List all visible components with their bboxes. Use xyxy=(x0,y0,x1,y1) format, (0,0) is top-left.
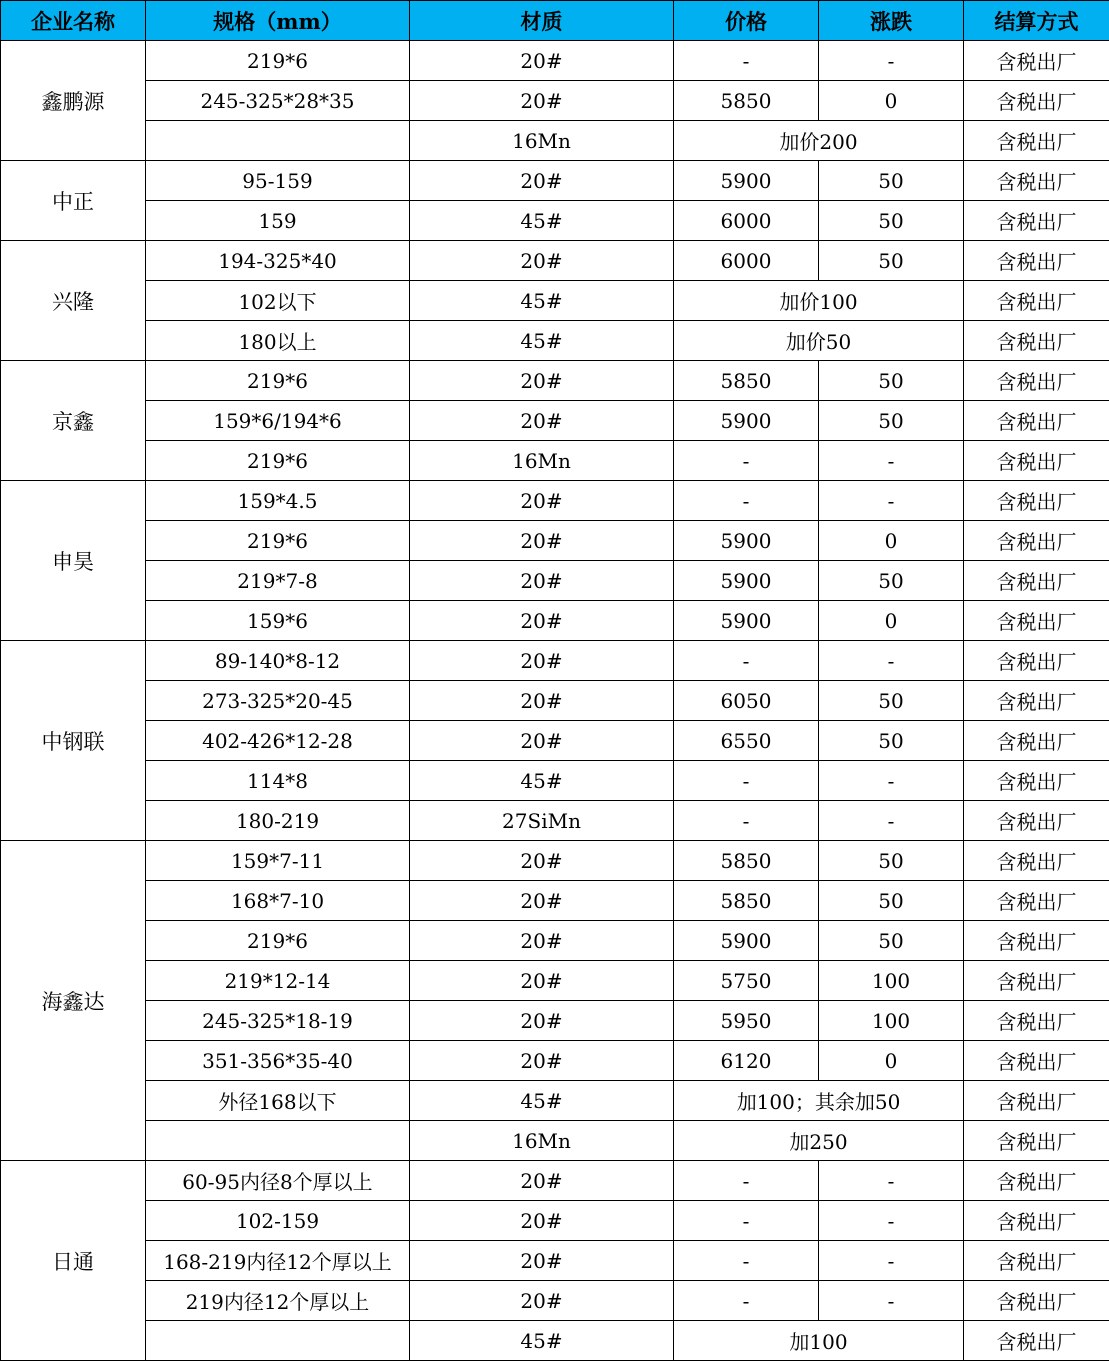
spec-cell: 168*7-10 xyxy=(146,881,410,921)
settlement-cell: 含税出厂 xyxy=(964,921,1109,961)
price-cell: 5950 xyxy=(674,1001,819,1041)
settlement-cell: 含税出厂 xyxy=(964,401,1109,441)
price-note-cell: 加价100 xyxy=(674,281,964,321)
material-cell: 20# xyxy=(410,721,674,761)
material-cell: 20# xyxy=(410,1201,674,1241)
spec-cell: 168-219内径12个厚以上 xyxy=(146,1241,410,1281)
price-cell: 6000 xyxy=(674,201,819,241)
change-cell: - xyxy=(819,801,964,841)
spec-cell xyxy=(146,1321,410,1361)
company-name-cell: 中正 xyxy=(1,161,146,241)
settlement-cell: 含税出厂 xyxy=(964,81,1109,121)
spec-cell: 114*8 xyxy=(146,761,410,801)
table-row xyxy=(1,481,1109,521)
table-row xyxy=(1,561,1109,601)
company-name-cell: 海鑫达 xyxy=(1,841,146,1161)
price-cell: 5750 xyxy=(674,961,819,1001)
table-row xyxy=(1,921,1109,961)
material-cell: 45# xyxy=(410,201,674,241)
spec-cell: 219*6 xyxy=(146,441,410,481)
settlement-cell: 含税出厂 xyxy=(964,201,1109,241)
price-cell: 5900 xyxy=(674,561,819,601)
change-cell: 50 xyxy=(819,721,964,761)
settlement-cell: 含税出厂 xyxy=(964,441,1109,481)
spec-cell: 219*7-8 xyxy=(146,561,410,601)
settlement-cell: 含税出厂 xyxy=(964,1281,1109,1321)
material-cell: 20# xyxy=(410,1161,674,1201)
material-cell: 20# xyxy=(410,81,674,121)
table-row xyxy=(1,1201,1109,1241)
settlement-cell: 含税出厂 xyxy=(964,521,1109,561)
price-cell: - xyxy=(674,801,819,841)
spec-cell: 159*7-11 xyxy=(146,841,410,881)
price-cell: 5900 xyxy=(674,161,819,201)
material-cell: 20# xyxy=(410,1001,674,1041)
table-row xyxy=(1,881,1109,921)
price-cell: 5850 xyxy=(674,81,819,121)
spec-cell: 102以下 xyxy=(146,281,410,321)
header-price: 价格 xyxy=(674,1,819,41)
material-cell: 20# xyxy=(410,1241,674,1281)
table-row xyxy=(1,1321,1109,1361)
material-cell: 20# xyxy=(410,601,674,641)
header-material: 材质 xyxy=(410,1,674,41)
price-cell: - xyxy=(674,41,819,81)
spec-cell: 89-140*8-12 xyxy=(146,641,410,681)
change-cell: - xyxy=(819,641,964,681)
company-name-cell: 中钢联 xyxy=(1,641,146,841)
material-cell: 45# xyxy=(410,1321,674,1361)
settlement-cell: 含税出厂 xyxy=(964,1041,1109,1081)
spec-cell: 245-325*18-19 xyxy=(146,1001,410,1041)
company-name-cell: 申昊 xyxy=(1,481,146,641)
change-cell: 50 xyxy=(819,921,964,961)
table-row xyxy=(1,441,1109,481)
price-cell: 6000 xyxy=(674,241,819,281)
change-cell: 100 xyxy=(819,1001,964,1041)
material-cell: 20# xyxy=(410,401,674,441)
price-cell: - xyxy=(674,481,819,521)
settlement-cell: 含税出厂 xyxy=(964,681,1109,721)
change-cell: - xyxy=(819,441,964,481)
price-cell: 5900 xyxy=(674,601,819,641)
settlement-cell: 含税出厂 xyxy=(964,481,1109,521)
company-name-cell: 兴隆 xyxy=(1,241,146,361)
price-note-cell: 加100 xyxy=(674,1321,964,1361)
table-row xyxy=(1,81,1109,121)
price-cell: 5850 xyxy=(674,881,819,921)
settlement-cell: 含税出厂 xyxy=(964,161,1109,201)
price-cell: - xyxy=(674,1161,819,1201)
price-cell: - xyxy=(674,641,819,681)
settlement-cell: 含税出厂 xyxy=(964,241,1109,281)
material-cell: 20# xyxy=(410,241,674,281)
price-note-cell: 加100；其余加50 xyxy=(674,1081,964,1121)
table-row xyxy=(1,1001,1109,1041)
change-cell: 50 xyxy=(819,161,964,201)
change-cell: - xyxy=(819,1281,964,1321)
price-cell: 5900 xyxy=(674,401,819,441)
table-row xyxy=(1,161,1109,201)
table-row xyxy=(1,1281,1109,1321)
spec-cell: 外径168以下 xyxy=(146,1081,410,1121)
material-cell: 20# xyxy=(410,641,674,681)
change-cell: 50 xyxy=(819,401,964,441)
spec-cell: 219*6 xyxy=(146,521,410,561)
change-cell: 0 xyxy=(819,601,964,641)
spec-cell: 60-95内径8个厚以上 xyxy=(146,1161,410,1201)
spec-cell: 219*6 xyxy=(146,361,410,401)
settlement-cell: 含税出厂 xyxy=(964,1001,1109,1041)
spec-cell: 95-159 xyxy=(146,161,410,201)
price-cell: - xyxy=(674,1241,819,1281)
spec-cell: 102-159 xyxy=(146,1201,410,1241)
spec-cell: 180-219 xyxy=(146,801,410,841)
change-cell: 0 xyxy=(819,1041,964,1081)
settlement-cell: 含税出厂 xyxy=(964,721,1109,761)
price-note-cell: 加250 xyxy=(674,1121,964,1161)
settlement-cell: 含税出厂 xyxy=(964,961,1109,1001)
change-cell: - xyxy=(819,1241,964,1281)
spec-cell: 219内径12个厚以上 xyxy=(146,1281,410,1321)
settlement-cell: 含税出厂 xyxy=(964,641,1109,681)
change-cell: - xyxy=(819,1161,964,1201)
table-row xyxy=(1,801,1109,841)
header-change: 涨跌 xyxy=(819,1,964,41)
change-cell: - xyxy=(819,1201,964,1241)
table-row xyxy=(1,241,1109,281)
material-cell: 20# xyxy=(410,41,674,81)
material-cell: 20# xyxy=(410,681,674,721)
price-cell: 5900 xyxy=(674,521,819,561)
header-spec: 规格（mm） xyxy=(146,1,410,41)
table-row xyxy=(1,41,1109,81)
spec-cell: 219*6 xyxy=(146,41,410,81)
table-row xyxy=(1,841,1109,881)
table-row xyxy=(1,721,1109,761)
settlement-cell: 含税出厂 xyxy=(964,1121,1109,1161)
settlement-cell: 含税出厂 xyxy=(964,321,1109,361)
material-cell: 16Mn xyxy=(410,1121,674,1161)
price-cell: - xyxy=(674,1281,819,1321)
table-body xyxy=(1,41,1109,1361)
price-cell: - xyxy=(674,1201,819,1241)
spec-cell xyxy=(146,121,410,161)
material-cell: 27SiMn xyxy=(410,801,674,841)
table-row xyxy=(1,641,1109,681)
settlement-cell: 含税出厂 xyxy=(964,41,1109,81)
header-company: 企业名称 xyxy=(1,1,146,41)
spec-cell: 159*4.5 xyxy=(146,481,410,521)
change-cell: 50 xyxy=(819,881,964,921)
spec-cell: 219*6 xyxy=(146,921,410,961)
settlement-cell: 含税出厂 xyxy=(964,1201,1109,1241)
price-cell: 6550 xyxy=(674,721,819,761)
spec-cell: 180以上 xyxy=(146,321,410,361)
change-cell: 50 xyxy=(819,361,964,401)
table-row xyxy=(1,681,1109,721)
settlement-cell: 含税出厂 xyxy=(964,801,1109,841)
table-row xyxy=(1,1241,1109,1281)
settlement-cell: 含税出厂 xyxy=(964,1321,1109,1361)
table-header xyxy=(1,1,1109,41)
material-cell: 45# xyxy=(410,281,674,321)
spec-cell: 159*6 xyxy=(146,601,410,641)
table-row xyxy=(1,361,1109,401)
settlement-cell: 含税出厂 xyxy=(964,281,1109,321)
table-row xyxy=(1,521,1109,561)
settlement-cell: 含税出厂 xyxy=(964,761,1109,801)
company-name-cell: 京鑫 xyxy=(1,361,146,481)
settlement-cell: 含税出厂 xyxy=(964,121,1109,161)
material-cell: 20# xyxy=(410,881,674,921)
spec-cell: 273-325*20-45 xyxy=(146,681,410,721)
change-cell: 50 xyxy=(819,841,964,881)
table-row xyxy=(1,1161,1109,1201)
material-cell: 20# xyxy=(410,361,674,401)
spec-cell: 159*6/194*6 xyxy=(146,401,410,441)
material-cell: 45# xyxy=(410,321,674,361)
table-row xyxy=(1,1041,1109,1081)
table-row xyxy=(1,281,1109,321)
price-note-cell: 加价50 xyxy=(674,321,964,361)
table-row xyxy=(1,321,1109,361)
price-cell: - xyxy=(674,761,819,801)
table-row xyxy=(1,761,1109,801)
material-cell: 20# xyxy=(410,561,674,601)
spec-cell: 351-356*35-40 xyxy=(146,1041,410,1081)
header-settlement: 结算方式 xyxy=(964,1,1109,41)
change-cell: 0 xyxy=(819,81,964,121)
price-cell: 5850 xyxy=(674,841,819,881)
table-row xyxy=(1,121,1109,161)
material-cell: 16Mn xyxy=(410,121,674,161)
spec-cell: 402-426*12-28 xyxy=(146,721,410,761)
settlement-cell: 含税出厂 xyxy=(964,561,1109,601)
price-cell: - xyxy=(674,441,819,481)
material-cell: 20# xyxy=(410,921,674,961)
spec-cell: 245-325*28*35 xyxy=(146,81,410,121)
material-cell: 20# xyxy=(410,1041,674,1081)
price-note-cell: 加价200 xyxy=(674,121,964,161)
material-cell: 20# xyxy=(410,961,674,1001)
material-cell: 20# xyxy=(410,481,674,521)
material-cell: 45# xyxy=(410,1081,674,1121)
spec-cell: 159 xyxy=(146,201,410,241)
table-row xyxy=(1,601,1109,641)
price-cell: 6120 xyxy=(674,1041,819,1081)
spec-cell: 219*12-14 xyxy=(146,961,410,1001)
change-cell: 50 xyxy=(819,201,964,241)
settlement-cell: 含税出厂 xyxy=(964,1081,1109,1121)
spec-cell xyxy=(146,1121,410,1161)
change-cell: 50 xyxy=(819,681,964,721)
change-cell: 0 xyxy=(819,521,964,561)
table-row xyxy=(1,1121,1109,1161)
change-cell: 50 xyxy=(819,561,964,601)
price-cell: 6050 xyxy=(674,681,819,721)
settlement-cell: 含税出厂 xyxy=(964,601,1109,641)
spec-cell: 194-325*40 xyxy=(146,241,410,281)
material-cell: 16Mn xyxy=(410,441,674,481)
table-row xyxy=(1,201,1109,241)
company-name-cell: 日通 xyxy=(1,1161,146,1361)
settlement-cell: 含税出厂 xyxy=(964,1161,1109,1201)
settlement-cell: 含税出厂 xyxy=(964,841,1109,881)
change-cell: 50 xyxy=(819,241,964,281)
change-cell: - xyxy=(819,761,964,801)
material-cell: 45# xyxy=(410,761,674,801)
header-row xyxy=(1,1,1109,41)
settlement-cell: 含税出厂 xyxy=(964,1241,1109,1281)
settlement-cell: 含税出厂 xyxy=(964,881,1109,921)
change-cell: 100 xyxy=(819,961,964,1001)
company-name-cell: 鑫鹏源 xyxy=(1,41,146,161)
material-cell: 20# xyxy=(410,841,674,881)
material-cell: 20# xyxy=(410,521,674,561)
material-cell: 20# xyxy=(410,1281,674,1321)
settlement-cell: 含税出厂 xyxy=(964,361,1109,401)
table-row xyxy=(1,961,1109,1001)
table-row xyxy=(1,401,1109,441)
price-cell: 5850 xyxy=(674,361,819,401)
price-cell: 5900 xyxy=(674,921,819,961)
material-cell: 20# xyxy=(410,161,674,201)
change-cell: - xyxy=(819,481,964,521)
change-cell: - xyxy=(819,41,964,81)
table-row xyxy=(1,1081,1109,1121)
